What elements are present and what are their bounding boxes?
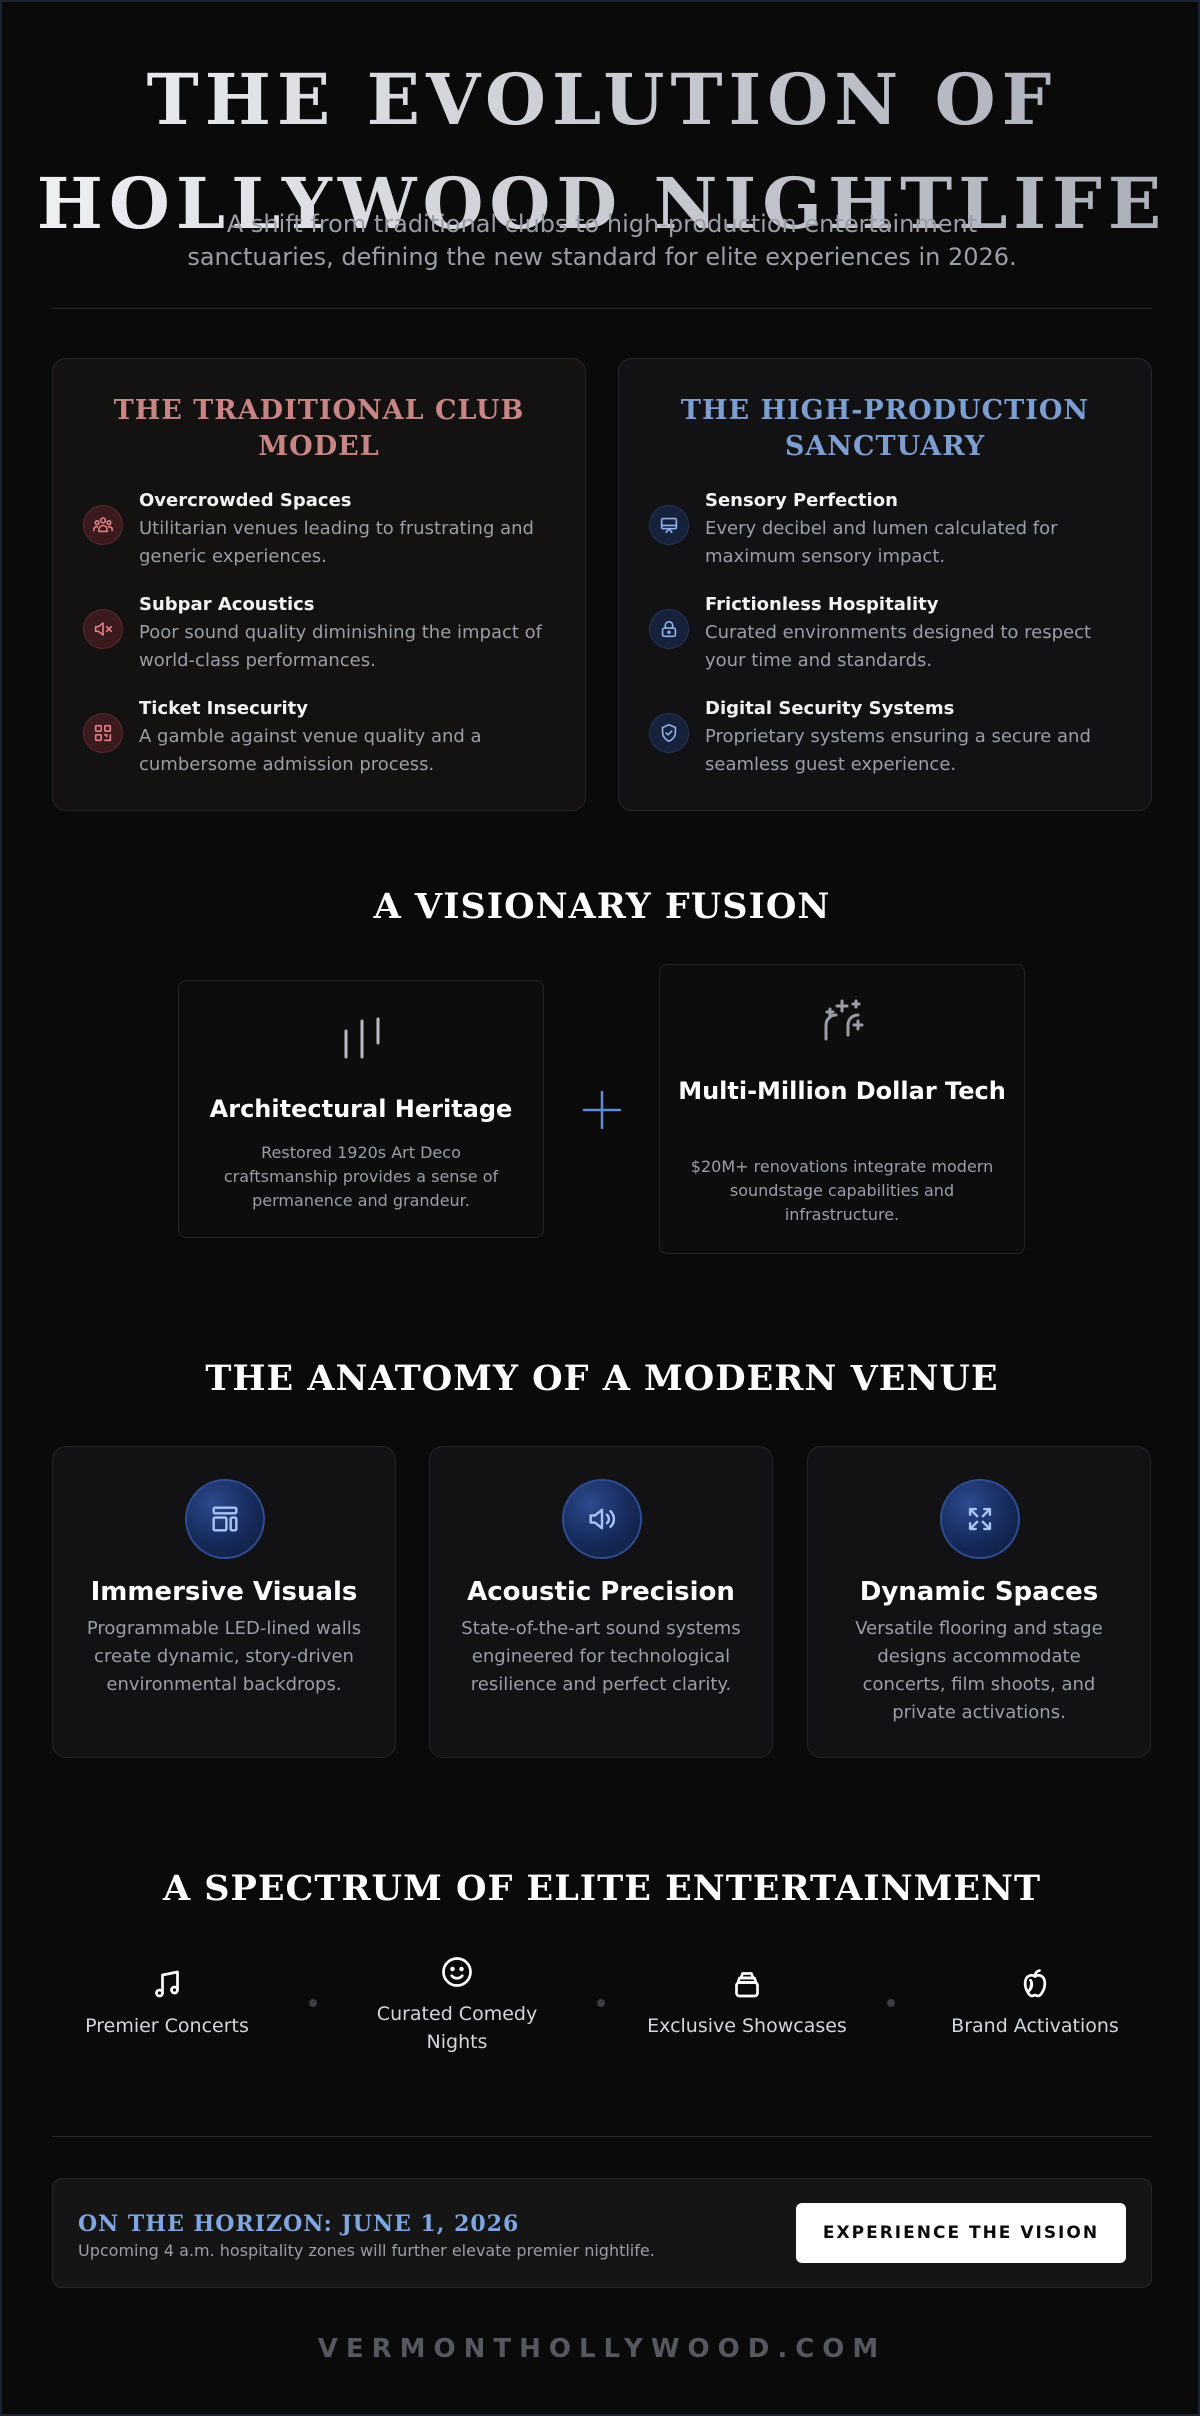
feature-item [649, 489, 1121, 579]
divider [52, 308, 1152, 309]
title-line-1: THE EVOLUTION OF [146, 58, 1058, 141]
spectrum-label: Brand Activations [951, 2015, 1119, 2037]
columns-icon [338, 1013, 386, 1061]
immersive-visuals-card [52, 1446, 396, 1758]
layout-icon [185, 1479, 265, 1559]
footer-site-link[interactable]: VERMONTHOLLYWOOD.COM [317, 2334, 887, 2364]
feature-title: Frictionless Hospitality [705, 594, 939, 615]
fusion-card-title: Multi-Million Dollar Tech [678, 1077, 1006, 1105]
high-production-title: THE HIGH-PRODUCTION SANCTUARY [680, 395, 1090, 462]
anatomy-card-description: State-of-the-art sound systems engineered for technological resilience and perfect clarity. [461, 1618, 741, 1695]
crowd-icon [83, 505, 123, 545]
subtitle-line-2: sanctuaries, defining the new standard for elite experiences in 2026. [187, 243, 1017, 271]
expand-icon [940, 1479, 1020, 1559]
feature-item [649, 697, 1121, 787]
acoustic-precision-card [429, 1446, 773, 1758]
separator-dot [309, 1999, 317, 2007]
page-subtitle [152, 208, 1052, 274]
feature-item [83, 697, 555, 787]
muted-speaker-icon [83, 609, 123, 649]
feature-title: Ticket Insecurity [139, 698, 308, 719]
sparkle-icon [818, 995, 868, 1045]
feature-title: Digital Security Systems [705, 698, 955, 719]
architectural-heritage-card [178, 980, 544, 1238]
smiley-icon [437, 1952, 477, 1992]
feature-item [83, 489, 555, 579]
fusion-card-description: Restored 1920s Art Deco craftsmanship provides a sense of permanence and grandeur. [223, 1143, 499, 1210]
spectrum-item-comedy [347, 1952, 567, 2056]
monitor-icon [649, 505, 689, 545]
divider [52, 2136, 1152, 2137]
apple-icon [1015, 1964, 1055, 2004]
traditional-club-title: THE TRADITIONAL CLUB MODEL [113, 395, 525, 462]
experience-vision-button[interactable]: EXPERIENCE THE VISION [796, 2203, 1126, 2263]
multi-million-tech-card [659, 964, 1025, 1254]
fusion-section-title: A VISIONARY FUSION [373, 886, 831, 927]
spectrum-item-showcases [637, 1964, 857, 2040]
feature-description: Utilitarian venues leading to frustrating and generic experiences. [139, 518, 534, 567]
speaker-icon [562, 1479, 642, 1559]
spectrum-item-concerts [57, 1964, 277, 2040]
separator-dot [887, 1999, 895, 2007]
feature-item [83, 593, 555, 683]
feature-description: Curated environments designed to respect your time and standards. [705, 622, 1092, 671]
fusion-card-title: Architectural Heritage [209, 1095, 513, 1123]
feature-description: Every decibel and lumen calculated for maximum sensory impact. [705, 518, 1058, 567]
high-production-card [618, 358, 1152, 811]
anatomy-card-title: Immersive Visuals [90, 1577, 358, 1607]
separator-dot [597, 1999, 605, 2007]
shield-check-icon [649, 713, 689, 753]
anatomy-card-title: Dynamic Spaces [859, 1577, 1099, 1607]
traditional-club-card [52, 358, 586, 811]
spectrum-label: Curated Comedy Nights [376, 2003, 538, 2053]
anatomy-card-description: Programmable LED-lined walls create dynamic, story-driven environmental backdrops. [86, 1618, 362, 1695]
qr-code-icon [83, 713, 123, 753]
spectrum-item-brand [925, 1964, 1145, 2040]
title-line-2: HOLLYWOOD NIGHTLIFE [36, 162, 1168, 245]
feature-title: Subpar Acoustics [139, 594, 315, 615]
plus-icon [582, 1090, 622, 1130]
horizon-title: ON THE HORIZON: JUNE 1, 2026 [78, 2211, 520, 2237]
music-note-icon [147, 1964, 187, 2004]
dynamic-spaces-card [807, 1446, 1151, 1758]
feature-item [649, 593, 1121, 683]
spectrum-label: Premier Concerts [85, 2015, 249, 2037]
horizon-banner [52, 2178, 1152, 2288]
lock-icon [649, 609, 689, 649]
subtitle-line-1: A shift from traditional clubs to high-production entertainment [226, 210, 978, 238]
anatomy-section-title: THE ANATOMY OF A MODERN VENUE [205, 1358, 999, 1399]
feature-description: A gamble against venue quality and a cumbersome admission process. [139, 726, 482, 775]
anatomy-card-title: Acoustic Precision [467, 1577, 735, 1607]
fusion-card-description: $20M+ renovations integrate modern soundstage capabilities and infrastructure. [690, 1157, 994, 1224]
horizon-subtitle: Upcoming 4 a.m. hospitality zones will further elevate premier nightlife. [78, 2241, 655, 2260]
spectrum-label: Exclusive Showcases [647, 2015, 847, 2037]
feature-title: Overcrowded Spaces [139, 490, 352, 511]
feature-title: Sensory Perfection [705, 490, 898, 511]
layers-icon [727, 1964, 767, 2004]
spectrum-section-title: A SPECTRUM OF ELITE ENTERTAINMENT [162, 1868, 1042, 1909]
anatomy-card-description: Versatile flooring and stage designs accommodate concerts, film shoots, and private activations. [855, 1618, 1103, 1723]
feature-description: Poor sound quality diminishing the impact of world-class performances. [139, 622, 543, 671]
feature-description: Proprietary systems ensuring a secure and seamless guest experience. [705, 726, 1091, 775]
